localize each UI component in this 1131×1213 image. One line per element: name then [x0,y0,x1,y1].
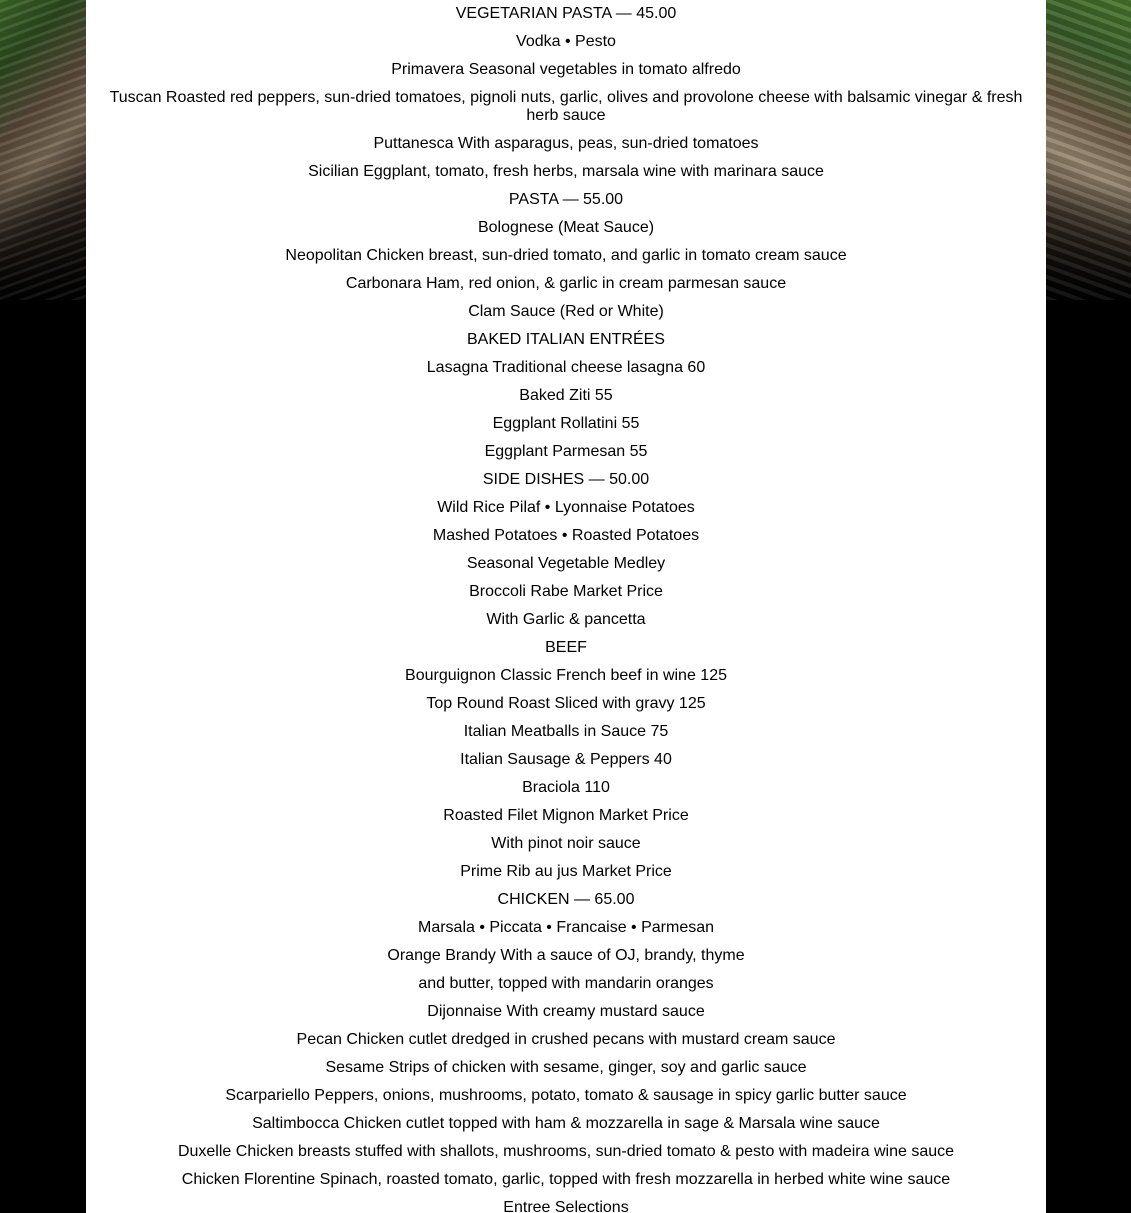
menu-line: Puttanesca With asparagus, peas, sun-dried tomatoes [373,135,759,152]
menu-line: Wild Rice Pilaf • Lyonnaise Potatoes [437,499,695,516]
menu-line: Seasonal Vegetable Medley [466,555,666,572]
menu-line: Broccoli Rabe Market Price [469,583,663,600]
menu-line: Eggplant Rollatini 55 [492,415,640,432]
menu-line: Top Round Roast Sliced with gravy 125 [426,695,706,712]
menu-line: Scarpariello Peppers, onions, mushrooms, potato, tomato & sausage in spicy garlic butter sauce [225,1087,907,1104]
menu-content-panel [86,0,1046,1213]
menu-line: Dijonnaise With creamy mustard sauce [427,1003,705,1020]
menu-line: Saltimbocca Chicken cutlet topped with ham & mozzarella in sage & Marsala wine sauce [252,1115,880,1132]
menu-line: BAKED ITALIAN ENTRÉES [467,331,665,348]
menu-line: Sicilian Eggplant, tomato, fresh herbs, marsala wine with marinara sauce [308,163,824,180]
menu-line: VEGETARIAN PASTA — 45.00 [455,5,677,22]
menu-line: Bolognese (Meat Sauce) [477,219,655,236]
menu-line: CHICKEN — 65.00 [497,891,635,908]
menu-line: BEEF [545,639,587,656]
background-photo-right [1046,0,1131,300]
menu-line: Sesame Strips of chicken with sesame, ginger, soy and garlic sauce [325,1059,807,1076]
menu-line: Orange Brandy With a sauce of OJ, brandy, thyme [387,947,745,964]
menu-line: Primavera Seasonal vegetables in tomato alfredo [391,61,741,78]
menu-line: Lasagna Traditional cheese lasagna 60 [426,359,706,376]
menu-line: Chicken Florentine Spinach, roasted tomato, garlic, topped with fresh mozzarella in herbed white wine sauce [181,1171,951,1188]
menu-line: Baked Ziti 55 [519,387,613,404]
menu-line: Mashed Potatoes • Roasted Potatoes [432,527,700,544]
menu-line: and butter, topped with mandarin oranges [418,975,714,992]
menu-line: Pecan Chicken cutlet dredged in crushed pecans with mustard cream sauce [296,1031,836,1048]
menu-line: Bourguignon Classic French beef in wine 125 [405,667,727,684]
menu-line: Eggplant Parmesan 55 [484,443,648,460]
menu-line: Italian Sausage & Peppers 40 [460,751,672,768]
menu-line: Marsala • Piccata • Francaise • Parmesan [417,919,715,936]
menu-line: PASTA — 55.00 [508,191,624,208]
menu-line: Braciola 110 [522,779,610,796]
menu-line: Clam Sauce (Red or White) [468,303,664,320]
menu-line: Entree Selections [503,1199,629,1213]
menu-line: Prime Rib au jus Market Price [460,863,672,880]
menu-line: Carbonara Ham, red onion, & garlic in cream parmesan sauce [345,275,787,292]
menu-line: Duxelle Chicken breasts stuffed with shallots, mushrooms, sun-dried tomato & pesto with madeira wine sauce [177,1143,955,1160]
background-photo-left [0,0,86,300]
menu-line: SIDE DISHES — 50.00 [482,471,650,488]
menu-line: Roasted Filet Mignon Market Price [443,807,689,824]
menu-line: With Garlic & pancetta [486,611,646,628]
menu-line: Italian Meatballs in Sauce 75 [463,723,669,740]
menu-line: With pinot noir sauce [491,835,641,852]
menu-line: Neopolitan Chicken breast, sun-dried tomato, and garlic in tomato cream sauce [285,247,847,264]
menu-line: Vodka • Pesto [516,33,616,50]
menu-line: Tuscan Roasted red peppers, sun-dried tomatoes, pignoli nuts, garlic, olives and provolone cheese with balsamic vinegar & fresh herb sauce [109,89,1023,124]
menu-list [86,0,1046,1213]
